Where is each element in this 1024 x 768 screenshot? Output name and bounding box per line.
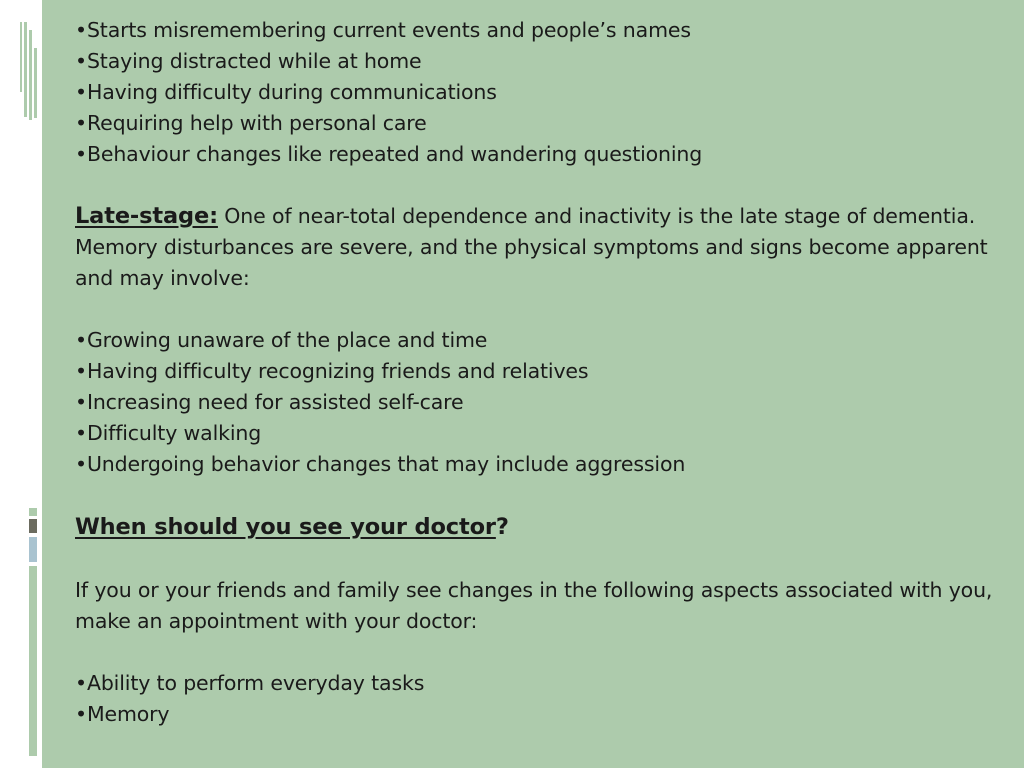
late-stage-text: One of near-total dependence and inactivity is the late stage of dementia. Memory disturbances are severe, and the physical symptoms and signs become apparent and may involve: <box>75 204 988 290</box>
doctor-heading-line <box>75 511 1015 544</box>
deco-block-dark <box>29 519 37 533</box>
deco-block-light <box>29 537 37 562</box>
slide <box>42 0 1024 768</box>
late-stage-heading: Late-stage: <box>75 203 218 229</box>
spacer <box>75 294 1015 325</box>
bullet-item: •Ability to perform everyday tasks <box>75 671 425 695</box>
spacer <box>75 544 1015 575</box>
bullet-item: •Having difficulty recognizing friends and relatives <box>75 359 589 383</box>
deco-bar <box>29 508 37 516</box>
doctor-heading: When should you see your doctor <box>75 514 496 540</box>
bullet-item: •Undergoing behavior changes that may include aggression <box>75 452 686 476</box>
doctor-heading-qmark: ? <box>495 514 509 540</box>
bullet-item: •Having difficulty during communications <box>75 80 497 104</box>
bullet-item: •Difficulty walking <box>75 421 262 445</box>
bullet-item: •Behaviour changes like repeated and wandering questioning <box>75 142 703 166</box>
bullet-item: •Requiring help with personal care <box>75 111 427 135</box>
spacer <box>75 637 1015 668</box>
bullet-item: •Growing unaware of the place and time <box>75 328 488 352</box>
late-stage-paragraph <box>75 201 1015 294</box>
doctor-paragraph: If you or your friends and family see changes in the following aspects associated with you, make an appointment with your doctor: <box>75 578 993 633</box>
bullet-item: •Staying distracted while at home <box>75 49 422 73</box>
bullet-item: •Memory <box>75 702 170 726</box>
deco-bar <box>29 30 32 120</box>
deco-bar <box>29 566 37 756</box>
bullet-item: •Starts misremembering current events and people’s names <box>75 18 691 42</box>
spacer <box>75 170 1015 201</box>
slide-content <box>75 15 1015 730</box>
deco-bar <box>20 22 22 92</box>
bullet-item: •Increasing need for assisted self-care <box>75 390 464 414</box>
deco-bar <box>34 48 37 118</box>
spacer <box>75 480 1015 511</box>
left-decoration-strip <box>0 0 42 768</box>
deco-bar <box>24 22 27 117</box>
